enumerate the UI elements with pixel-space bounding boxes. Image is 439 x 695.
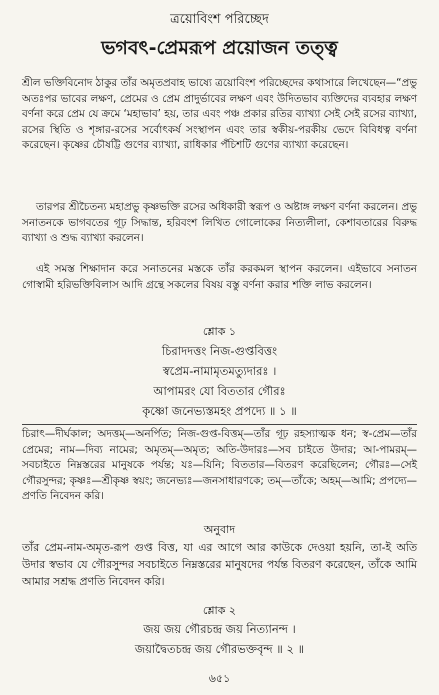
verse-2-line-2: জয়াদ্বৈতচন্দ্র জয় গৌরভক্তবৃন্দ ॥ ২ ॥ xyxy=(134,642,305,656)
verse-2-heading: শ্লোক ২ xyxy=(202,604,237,617)
intro-paragraph-1: শ্রীল ভক্তিবিনোদ ঠাকুর তাঁর অমৃতপ্রবাহ ভাষ্যে ত্রয়োবিংশ পরিচ্ছেদের কথাসারে লিখেছেন—“প্রভু অতঃপর ভাবের লক্ষণ, প্রেমের ও প্রেম প্রাদুর্ভাবের লক্ষণ এবং উদিতভাব ব্যক্তিদের ব্যবহার লক্ষণ বর্ণনা করে প্রেম যে ক্রমে ‘মহাভাব’ হয়, তার এবং পঞ্চ প্রকার রতির ব্যাখ্যা সেই সেই রসের ব্যাখ্যা, রসের স্থিতি ও শৃঙ্গার-রসের সর্বোৎকর্ষ সংস্থাপন এবং তার স্বকীয়-পরকীয় ভেদে বিবিধত্ব বর্ণনা করেছেন। কৃষ্ণের চৌষট্টি গুণের ব্যাখ্যা, রাধিকার পঁচিশটি গুণের ব্যাখ্যা করেছেন। xyxy=(22,77,417,151)
word-meaning: চিরাৎ—দীর্ঘকাল; অদত্তম্—অনর্পিত; নিজ-গুপ্ত-বিত্তম্—তাঁর গূঢ় রহস্যাত্মক ধন; স্ব-প্রেম—তাঁর প্রেমের; নাম—দিব্য নামের; অমৃতম্—অমৃত; অতি-উদারঃ—সব চাইতে উদার; আ-পামরম্—সবচাইতে নিম্নস্তরের মানুষকে পর্যন্ত; যঃ—যিনি; বিততার—বিতরণ করেছিলেন; গৌরঃ—সেই গৌরসুন্দর; কৃষ্ণঃ—শ্রীকৃষ্ণ স্বয়ং; জনেভ্যঃ—জনসাধারণকে; তম্—তাঁকে; অহম্—আমি; প্রপদ্যে—প্রণতি নিবেদন করি। xyxy=(22,428,417,502)
page-number: ৬৫১ xyxy=(208,672,231,685)
translation: তাঁর প্রেম-নাম-অমৃত-রূপ গুপ্ত বিত্ত, যা এর আগে আর কাউকে দেওয়া হয়নি, তা-ই অতি উদার স্বভাব যে গৌরসুন্দর সবচাইতে নিম্নস্তরের মানুষদের পর্যন্ত বিতরণ করেছেন, তাঁকে আমি আমার সশ্রদ্ধ প্রণতি নিবেদন করি। xyxy=(22,541,417,588)
page-title: ভগবৎ-প্রেমরূপ প্রয়োজন তত্ত্ব xyxy=(101,37,338,59)
intro-paragraph-3: এই সমস্ত শিক্ষাদান করে সনাতনের মস্তকে তাঁর করকমল স্থাপন করলেন। এইভাবে সনাতন গোস্বামী হরিভক্তিবিলাস আদি গ্রন্থে সকলের বিষয় বস্তু বর্ণনা করার শক্তি লাভ করলেন। xyxy=(22,263,417,291)
verse-1-line-3: আপামরং যো বিততার গৌরঃ xyxy=(153,384,286,398)
anuvad-label: অনুবাদ xyxy=(203,523,236,536)
chapter-heading: ত্রয়োবিংশ পরিচ্ছেদ xyxy=(170,12,269,27)
verse-1-line-2: স্বপ্রেম-নামামৃতমত্যুদারঃ । xyxy=(162,364,277,378)
verse-1-line-1: চিরাদদত্তং নিজ-গুপ্তবিত্তং xyxy=(161,344,278,358)
intro-paragraph-2: তারপর শ্রীচৈতন্য মহাপ্রভু কৃষ্ণভক্তি রসের অধিকারী স্বরূপ ও অষ্টাঙ্গ লক্ষণ বর্ণনা করলেন। প্রভু সনাতনকে ভাগবতের গূঢ় সিদ্ধান্ত, হরিবংশ লিখিত গোলোকের নিত্যলীলা, কেশাবতারের বিরুদ্ধ ব্যাখ্যা ও শুদ্ধ ব্যাখ্যা করলেন। xyxy=(22,201,417,244)
verse-1-heading: শ্লোক ১ xyxy=(202,325,237,338)
verse-1-line-4: কৃষ্ণো জনেভ্যস্তমহং প্রপদ্যে ॥ ১ ॥ xyxy=(142,404,297,418)
verse-2-line-1: জয় জয় গৌরচন্দ্র জয় নিত্যানন্দ । xyxy=(143,622,296,636)
divider xyxy=(22,424,417,425)
